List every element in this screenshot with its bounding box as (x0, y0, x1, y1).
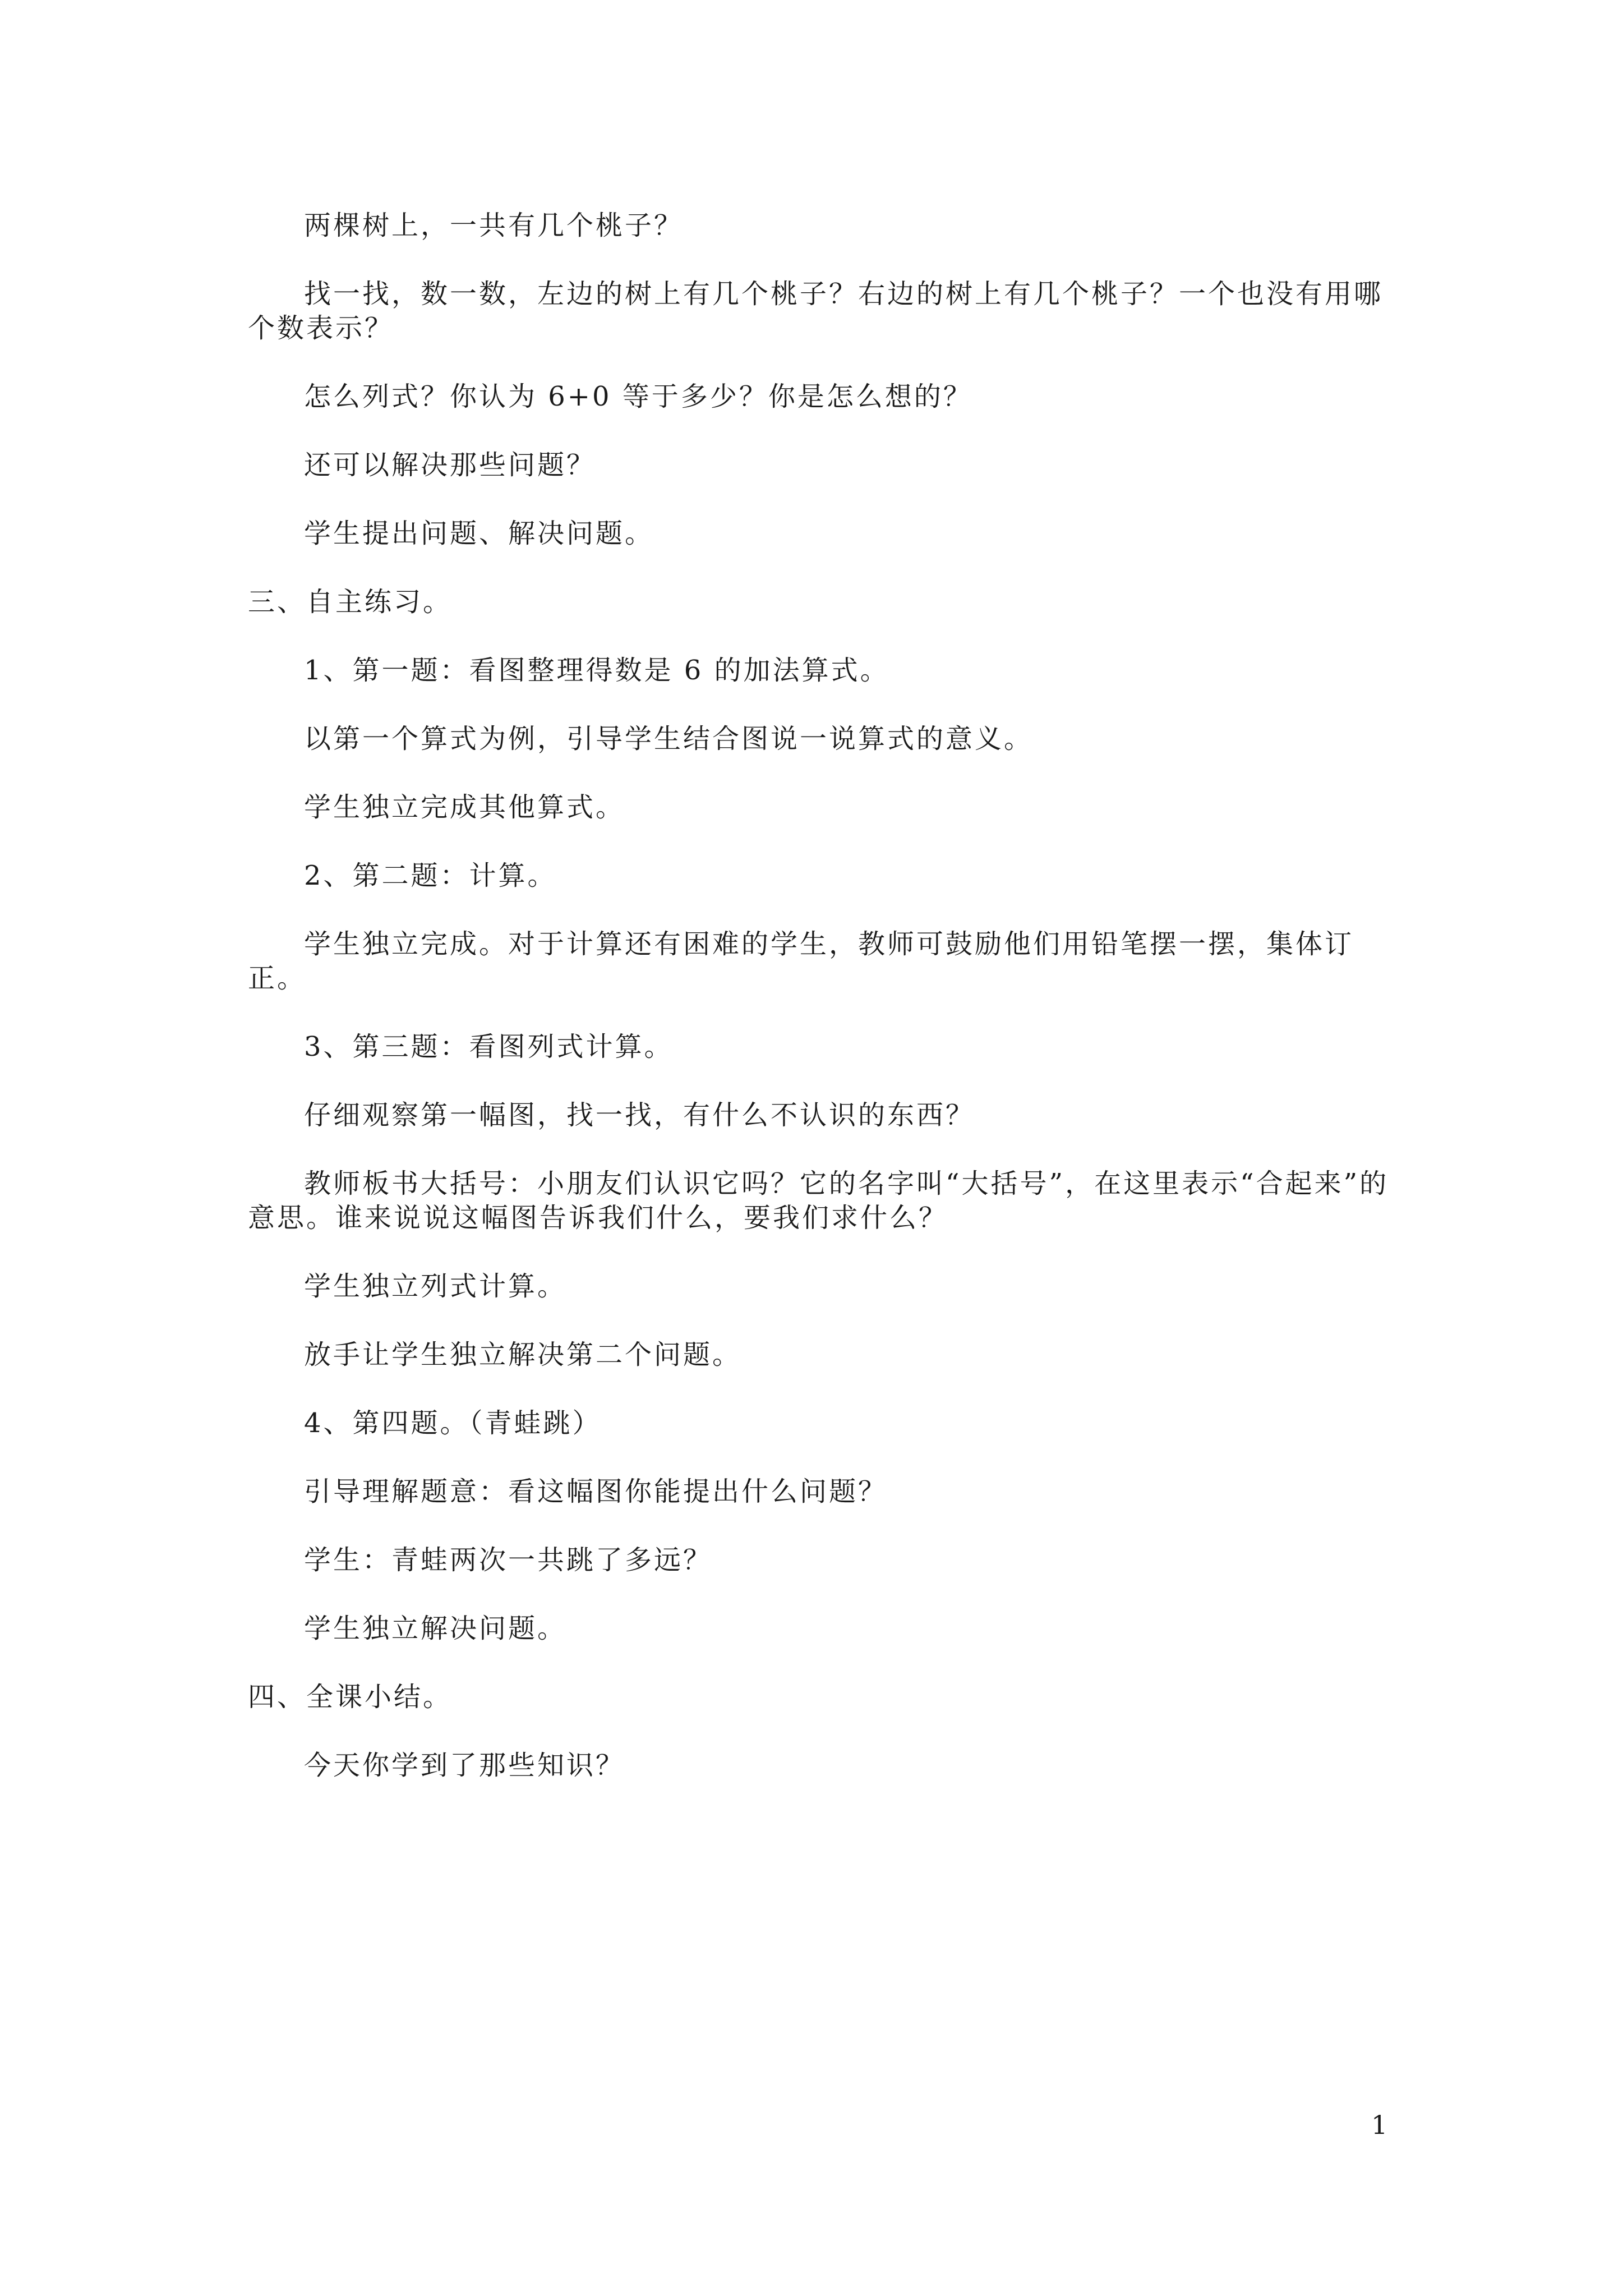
document-body (248, 209, 1392, 1817)
section-heading: 四、全课小结。 (248, 1681, 453, 1713)
paragraph: 2、第二题：计算。 (304, 860, 557, 891)
paragraph: 3、第三题：看图列式计算。 (304, 1031, 674, 1062)
paragraph: 放手让学生独立解决第二个问题。 (304, 1339, 742, 1370)
paragraph: 仔细观察第一幅图，找一找，有什么不认识的东西？ (304, 1099, 975, 1131)
paragraph: 找一找，数一数，左边的树上有几个桃子？右边的树上有几个桃子？一个也没有用哪个数表示？ (248, 278, 1384, 344)
paragraph: 今天你学到了那些知识？ (304, 1750, 625, 1781)
paragraph: 学生提出问题、解决问题。 (304, 518, 654, 549)
paragraph: 以第一个算式为例，引导学生结合图说一说算式的意义。 (304, 723, 1034, 754)
paragraph: 教师板书大括号：小朋友们认识它吗？它的名字叫“大括号”，在这里表示“合起来”的意思。谁来说说这幅图告诉我们什么，要我们求什么？ (248, 1168, 1389, 1234)
paragraph: 1、第一题：看图整理得数是 6 的加法算式。 (304, 655, 889, 686)
paragraph: 怎么列式？你认为 6+0 等于多少？你是怎么想的？ (304, 381, 972, 412)
paragraph: 学生独立完成其他算式。 (304, 792, 625, 823)
paragraph: 还可以解决那些问题？ (304, 449, 596, 481)
paragraph: 两棵树上，一共有几个桃子？ (304, 210, 684, 241)
paragraph: 学生独立列式计算。 (304, 1271, 567, 1302)
paragraph: 引导理解题意：看这幅图你能提出什么问题？ (304, 1476, 888, 1507)
paragraph: 学生独立解决问题。 (304, 1613, 567, 1644)
paragraph: 学生：青蛙两次一共跳了多远？ (304, 1544, 713, 1576)
page-number: 1 (1371, 2110, 1388, 2140)
paragraph: 学生独立完成。对于计算还有困难的学生，教师可鼓励他们用铅笔摆一摆，集体订正。 (248, 928, 1354, 994)
paragraph: 4、第四题。（青蛙跳） (304, 1407, 602, 1439)
section-heading: 三、自主练习。 (248, 586, 453, 618)
